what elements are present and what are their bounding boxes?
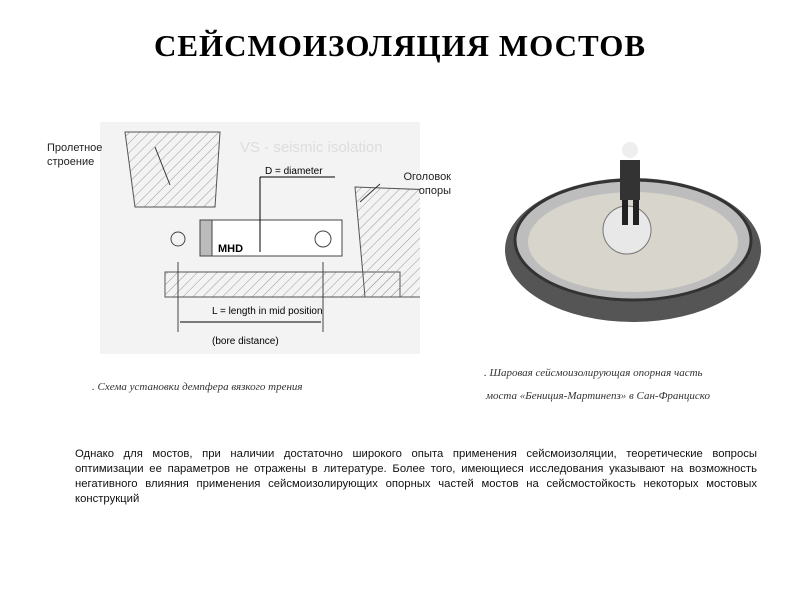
pier-head-label: Оголовок опоры <box>403 171 451 197</box>
span-structure-label: Пролетное строение <box>47 142 103 168</box>
mhd-label: MHD <box>218 243 244 255</box>
damper-diagram <box>100 122 420 354</box>
photo-caption-line2: моста «Бениция-Мартинеnз» в Сан-Франциско <box>486 390 710 402</box>
diagram-caption: . Схема установки демпфера вязкого трения <box>92 381 303 393</box>
bearing-photo <box>497 130 769 345</box>
span-structure <box>125 132 220 207</box>
body-paragraph: Однако для мостов, при наличии достаточно широкого опыта применения сейсмоизоляции, теоретические вопросы оптимизации ее параметров не отражены в литературе. Более того, имеющиеся исследования указывают на возможность негативного влияния применения сейсмоизолирующих опорных частей мостов на сейсмостойкость некоторых мостовых конструкций <box>75 448 757 505</box>
diagram-watermark: VS - seismic isolation <box>240 139 383 156</box>
slide-title: СЕЙСМОИЗОЛЯЦИЯ МОСТОВ <box>153 28 647 63</box>
pier-head <box>355 187 420 297</box>
bore-label: (bore distance) <box>212 336 279 347</box>
d-label: D = diameter <box>265 166 323 177</box>
photo-caption-line1: . Шаровая сейсмоизолирующая опорная часть <box>484 367 703 379</box>
l-label: L = length in mid position <box>212 306 323 317</box>
